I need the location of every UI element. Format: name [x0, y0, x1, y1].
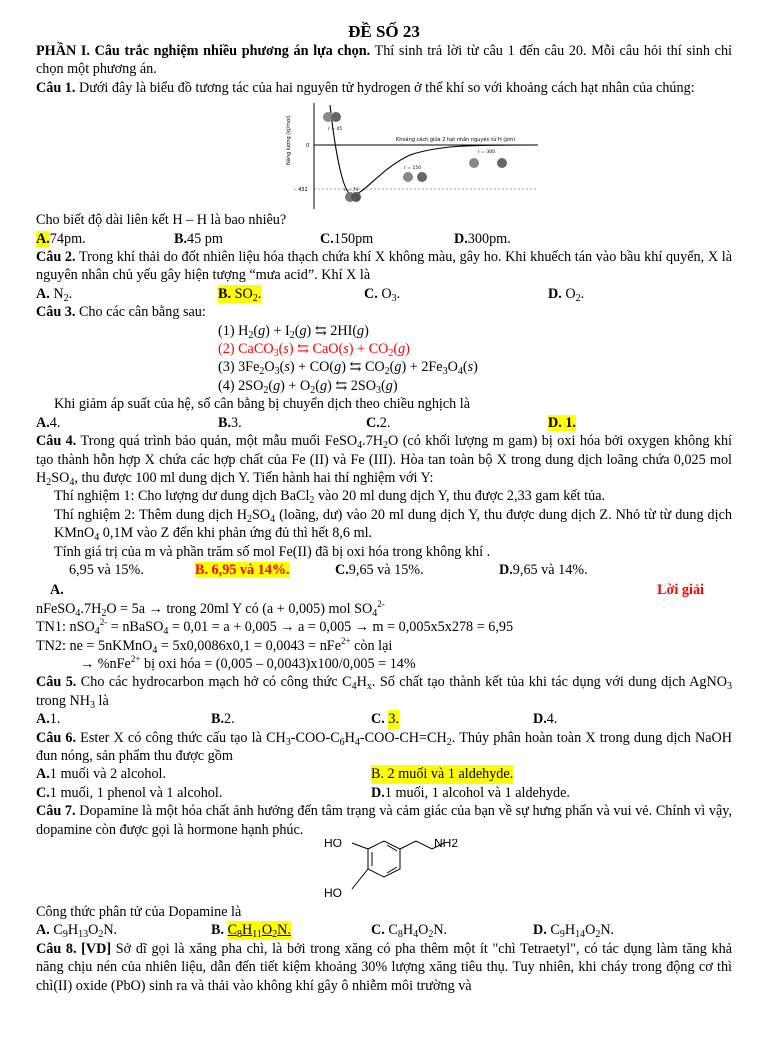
annot-r74: r = 74 — [344, 188, 359, 194]
dopamine-svg — [322, 839, 462, 903]
q3-stem: Câu 3. Cho các cân bằng sau: — [36, 304, 206, 321]
q4-option-a-label[interactable]: A. — [50, 582, 64, 599]
q4-option-a-text[interactable]: 6,95 và 15%. — [69, 561, 144, 578]
q2-option-b[interactable]: B. SO2. — [218, 285, 262, 304]
q4-option-d[interactable]: D.9,65 và 14%. — [499, 561, 588, 578]
solution-line-4: → %nFe$^{2+}$ bị oxi hóa = (0,005 – 0,0043)x100/0,005 = 14% — [80, 653, 416, 672]
annot-r45: r = 45 — [328, 127, 343, 133]
q3-option-a[interactable]: A.4. — [36, 414, 61, 431]
q4-options — [36, 561, 732, 579]
q7-option-a[interactable]: A. C9H13O2N. — [36, 922, 118, 941]
y-tick-0: 0 — [306, 143, 310, 150]
q2-option-c[interactable]: C. O3. — [364, 285, 401, 304]
q3-question: Khi giảm áp suất của hệ, số cân bằng bị chuyển dịch theo chiều nghịch là — [54, 396, 471, 413]
q1-option-a[interactable]: A.74pm. — [36, 230, 86, 247]
ring-double-bond — [387, 845, 397, 851]
q1-label: Câu 1. — [36, 79, 76, 96]
y-tick-432: – 432 — [294, 187, 308, 194]
q3-eq3: (3) $3Fe_2O_3(s) + CO(g)$ ⇆ $CO_2(g) + 2Fe_3O_4(s)$ — [218, 359, 478, 378]
q7-option-c[interactable]: C. C8H4O2N. — [371, 922, 448, 941]
q1-option-b[interactable]: B.45 pm — [174, 230, 223, 247]
q3-options — [36, 414, 732, 432]
q5-stem: Câu 5. Cho các hydrocarbon mạch hở có công thức $C_4H_x$. Số chất tạo thành kết tủa khi tác dụng với dung dịch AgNO$_3$ trong $NH_3$ là — [36, 674, 733, 711]
part1-text: Thí sinh trả lời từ câu 1 đến câu 20. Mỗi câu hỏi thí sinh chỉ chọn một phương án. — [36, 43, 732, 78]
q4-question: Tính giá trị của m và phần trăm số mol Fe(II) đã bị oxi hóa trong không khí . — [54, 543, 491, 560]
solution-line-3: TN2: ne = 5nKMnO$_4$ = 5x0,0086x0,1 = 0,0043 = nFe$^{2+}$ còn lại — [36, 635, 393, 656]
part1-label: PHẦN I. Câu trắc nghiệm nhiều phương án lựa chọn. — [36, 43, 371, 59]
ho-label: HO — [324, 839, 342, 851]
q1-stem: Câu 1. Dưới đây là biểu đồ tương tác của hai nguyên tử hydrogen ở thể khí so với khoảng cách hạt nhân của chúng: — [36, 79, 695, 96]
q4-exp1: Thí nghiệm 1: Cho lượng dư dung dịch BaCl$_2$ vào 20 ml dung dịch Y, thu được 2,33 gam kết tủa. — [54, 488, 606, 507]
q1-option-c[interactable]: C.150pm — [320, 230, 374, 247]
q6-option-d[interactable]: D.1 muối, 1 alcohol và 1 aldehyde. — [371, 784, 570, 801]
ring-double-bond — [387, 867, 397, 873]
q3-eq1: (1) $H_2(g) + I_2(g)$ ⇆ 2HI(g) — [218, 322, 369, 341]
q4-exp2: Thí nghiệm 2: Thêm dung dịch $H_2SO_4$ (loãng, dư) vào 20 ml dung dịch Y, thu được dung dịch Z. Nhỏ từ từ dung dịch KMnO$_4$ 0,1M vào Z đến khi phản ứng đủ thì hết 8,6 ml. — [54, 506, 732, 544]
benzene-ring — [368, 841, 400, 877]
q5-option-c[interactable]: C. 3. — [371, 711, 399, 728]
atom — [497, 158, 507, 168]
dopamine-structure — [322, 839, 462, 903]
energy-chart — [280, 99, 542, 211]
q1-options — [36, 230, 732, 248]
q3-option-d[interactable]: D. 1. — [548, 414, 576, 431]
part1-intro — [36, 42, 732, 79]
page-title: ĐỀ SỐ 23 — [348, 22, 420, 41]
atom — [469, 158, 479, 168]
q2-option-a[interactable]: A. N2. — [36, 285, 73, 304]
energy-chart-svg — [280, 99, 542, 211]
y-axis-label: Năng lượng (kJ/mol) — [286, 115, 292, 166]
q2-options — [36, 285, 732, 303]
q4-option-c[interactable]: C.9,65 và 15%. — [335, 561, 424, 578]
bond — [352, 869, 368, 889]
q5-option-a[interactable]: A.1. — [36, 711, 61, 728]
q2-stem: Câu 2. Trong khí thải do đốt nhiên liệu hóa thạch chứa khí X không màu, gây ho. Khi khuếch tán vào bầu khí quyển, X là nguyên nhân chủ yếu gây hiện tượng “mưa acid”. Khí X là — [36, 249, 733, 284]
q7-option-b[interactable]: B. C8H11O2N. — [211, 922, 291, 941]
q3-eq2: (2) CaCO$_3$(s) ⇆ $CaO(s) + CO_2(g)$ — [218, 341, 410, 360]
atom — [331, 112, 341, 122]
q6-option-b[interactable]: B. 2 muối và 1 aldehyde. — [371, 766, 514, 783]
q6-stem: Câu 6. Ester X có công thức cấu tạo là $CH_3-COO-C_6H_4-COO-CH=CH_2$. Thủy phân hoàn toàn X trong dung dịch NaOH đun nóng, sản phẩm thu được gồm — [36, 729, 732, 764]
energy-curve — [330, 105, 538, 195]
solution-line-1: $nFeSO_4.7H_2O = 5a$ → trong 20ml Y có (a + 0,005) mol $SO_4^{2-}$ — [36, 598, 385, 619]
annot-r150: r = 150 — [404, 166, 422, 172]
q5-option-b[interactable]: B.2. — [211, 711, 235, 728]
q3-option-c[interactable]: C.2. — [366, 414, 391, 431]
solution-label: Lời giải — [657, 582, 704, 599]
q7-question: Công thức phân tử của Dopamine là — [36, 904, 242, 921]
q6-options-row2 — [36, 784, 732, 802]
q6-option-c[interactable]: C.1 muối, 1 phenol và 1 alcohol. — [36, 784, 223, 801]
q6-options-row1 — [36, 765, 732, 783]
atom — [417, 172, 427, 182]
page — [0, 22, 768, 1046]
q6-option-a[interactable]: A.1 muối và 2 alcohol. — [36, 766, 167, 783]
q2-option-d[interactable]: D. O2. — [548, 285, 585, 304]
q1-question: Cho biết độ dài liên kết H – H là bao nhiêu? — [36, 212, 287, 229]
q8-stem: Câu 8. [VD] Sở dĩ gọi là xăng pha chì, là bởi trong xăng có pha thêm một ít "chì Tetraetyl", có tác dụng làm tăng khả năng chịu nén của nhiên liệu, dẫn đến tiết kiệm khoảng 30% lượng xăng tiêu thụ. Tuy nhiên, khi cháy trong động cơ thì chì(II) oxide (PbO) sinh ra và thải vào không khí gây ô nhiễm môi trường và — [36, 940, 732, 994]
atom — [351, 192, 361, 202]
solution-line-2: TN1: nSO$_4^{2-}$ = nBaSO$_4$ = 0,01 = a + 0,005 → a = 0,005 → m = 0,005x5x278 = 6,95 — [36, 617, 514, 638]
q7-stem: Câu 7. Dopamine là một hóa chất ảnh hưởng đến tâm trạng và cảm giác của bạn về sự hưng phấn và vui vẻ. Chính vì vậy, dopamine còn được gọi là hormone hạnh phúc. — [36, 803, 732, 838]
annot-r300: r = 300 — [478, 150, 496, 156]
atom — [403, 172, 413, 182]
q3-eq4: (4) $2SO_2(g) + O_2(g)$ ⇆ $2SO_3(g)$ — [218, 377, 398, 396]
q5-option-d[interactable]: D.4. — [533, 711, 558, 728]
chart-title: Khoảng cách giữa 2 hạt nhân nguyên tử H (pm) — [396, 137, 516, 144]
q7-option-d[interactable]: D. C9H14O2N. — [533, 922, 615, 941]
q7-options — [36, 921, 732, 939]
bond — [352, 843, 368, 849]
ho-label: HO — [324, 886, 342, 901]
q3-option-b[interactable]: B.3. — [218, 414, 242, 431]
q4-stem: Câu 4. Trong quá trình bảo quản, một mẫu muối $FeSO_4.7H_2O$ (có khối lượng m gam) bị oxi hóa bởi oxygen không khí tạo thành hỗn hợp X chứa các hợp chất của Fe (II) và Fe (III). Hòa tan toàn bộ X trong dung dịch loãng chứa 0,025 mol $H_2SO_4$, thu được 100 ml dung dịch Y. Tiến hành hai thí nghiệm với Y: — [36, 433, 732, 488]
q4-option-b[interactable]: B. 6,95 và 14%. — [195, 561, 290, 578]
q4-solution-head — [36, 581, 732, 599]
q1-option-d[interactable]: D.300pm. — [454, 230, 511, 247]
q5-options — [36, 710, 732, 728]
nh2-label: NH2 — [434, 839, 459, 851]
